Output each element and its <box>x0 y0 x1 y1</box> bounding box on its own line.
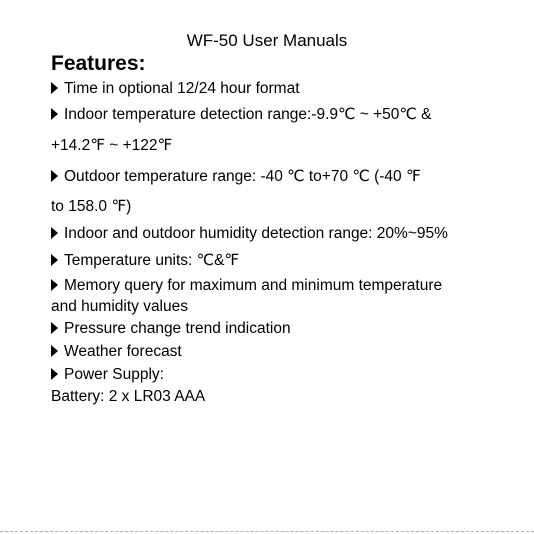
feature-text: Pressure change trend indication <box>64 320 291 337</box>
feature-text: Battery: 2 x LR03 AAA <box>51 388 206 405</box>
feature-line-indoor-temp <box>51 105 431 125</box>
feature-text: +14.2℉ ~ +122℉ <box>51 137 173 154</box>
feature-line-time-format <box>51 79 300 99</box>
feature-text: Outdoor temperature range: -40 ℃ to+70 ℃ (-40 ℉ <box>64 168 421 185</box>
feature-text: Temperature units: ℃&℉ <box>64 252 240 269</box>
triangle-bullet-icon <box>51 345 58 357</box>
feature-line-humidity <box>51 224 448 244</box>
feature-text: Weather forecast <box>64 343 182 360</box>
triangle-bullet-icon <box>51 108 58 120</box>
triangle-bullet-icon <box>51 368 58 380</box>
triangle-bullet-icon <box>51 170 58 182</box>
triangle-bullet-icon <box>51 322 58 334</box>
triangle-bullet-icon <box>51 82 58 94</box>
page-bottom-divider <box>0 531 534 532</box>
feature-line-indoor-temp-f <box>51 136 172 156</box>
feature-text: Power Supply: <box>64 366 164 383</box>
feature-line-pressure-trend <box>51 319 291 339</box>
feature-text: to 158.0 ℉) <box>51 198 132 215</box>
feature-text: Indoor and outdoor humidity detection range: 20%~95% <box>64 225 448 242</box>
feature-line-memory-query <box>51 276 442 296</box>
triangle-bullet-icon <box>51 279 58 291</box>
feature-text: Indoor temperature detection range:-9.9℃ ~ +50℃ & <box>64 106 432 123</box>
feature-text: Memory query for maximum and minimum temperature <box>64 277 443 294</box>
triangle-bullet-icon <box>51 227 58 239</box>
features-heading: Features: <box>51 52 146 75</box>
feature-text: Time in optional 12/24 hour format <box>64 80 300 97</box>
feature-line-outdoor-temp <box>51 167 421 187</box>
feature-line-outdoor-temp-f <box>51 197 131 217</box>
feature-line-weather-forecast <box>51 342 182 362</box>
feature-line-battery <box>51 387 205 407</box>
triangle-bullet-icon <box>51 254 58 266</box>
feature-line-power-supply <box>51 365 164 385</box>
feature-line-temp-units <box>51 251 239 271</box>
feature-line-memory-query-cont <box>51 297 188 317</box>
feature-text: and humidity values <box>51 298 188 315</box>
manual-title: WF-50 User Manuals <box>186 31 348 50</box>
